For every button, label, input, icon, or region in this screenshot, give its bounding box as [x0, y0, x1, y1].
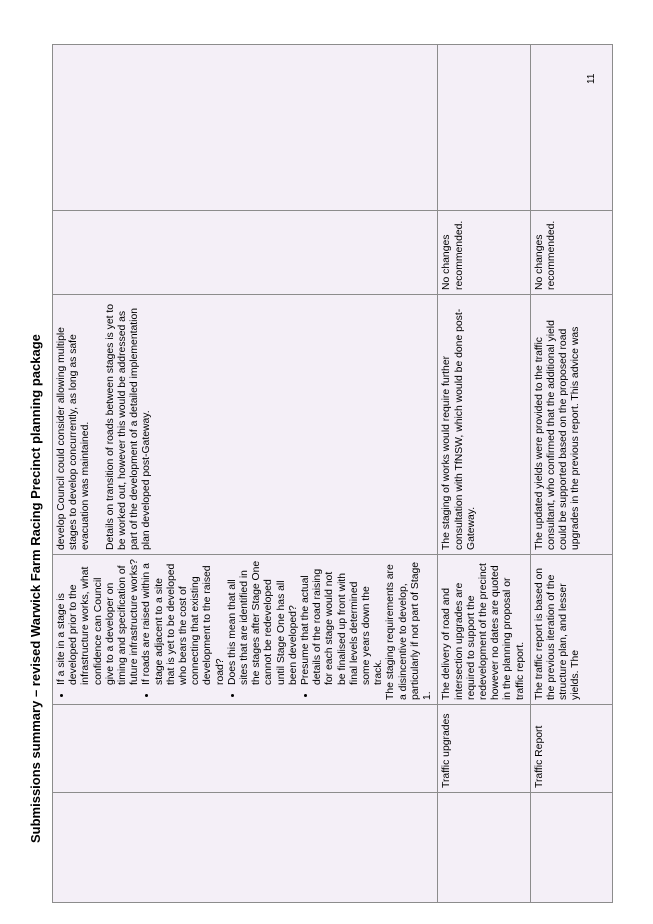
list-item: • Does this mean that all sites that are identified in the stages after Stage One cannot be redeveloped until Stage One has all been developed? [227, 559, 300, 685]
list-item: • If a site in a stage is developed prior to the infrastructure works, what confidence can Council give to a developer on timing and specification of future infrastructure works? [56, 559, 141, 685]
submission-cell [53, 555, 438, 705]
submission-closing: The staging requirements are a disincentive to develop, particularly if not part of Stage 1. [385, 561, 434, 700]
submission-cell: The delivery of road and intersection upgrades are required to support the redevelopment of the precinct however no dates are quoted in the planning proposal or traffic report. [438, 555, 530, 705]
recommendation-cell: No changes recommended. [438, 211, 530, 295]
list-item: • If roads are raised within a stage adjacent to a site that is yet to be developed who bears the cost of connecting that existing development to the raised road? [141, 559, 226, 685]
submitter-cell [530, 793, 612, 903]
response-paragraph: develop Council could consider allowing multiple stages to develop concurrently, as long as safe evacuation was maintained. [56, 327, 92, 550]
blank-cell [438, 45, 530, 211]
submission-bullet-list [56, 559, 385, 700]
submitter-cell [53, 793, 438, 903]
response-cell: The updated yields were provided to the traffic consultant, who confirmed that the additional yield could be supported based on the proposed road upgrades in the previous report. This advice was [530, 295, 612, 555]
page-number: 11 [586, 73, 597, 84]
recommendation-cell: No changes recommended. [530, 211, 612, 295]
issue-cell [53, 705, 438, 793]
blank-cell [530, 45, 612, 211]
blank-cell [53, 45, 438, 211]
list-item: • Presume that the actual details of the road raising for each stage would not be finalised up front with final levels determined some years down the track. [300, 559, 385, 685]
submissions-table [52, 44, 613, 903]
submitter-cell [438, 793, 530, 903]
table-row [530, 45, 612, 903]
page-title: Submissions summary – revised Warwick Farm Racing Precinct planning package [28, 334, 43, 843]
table-row [438, 45, 530, 903]
submission-cell: The traffic report is based on the previous iteration of the structure plan, and lesser yields. The [530, 555, 612, 705]
table-row [53, 45, 438, 903]
response-paragraph: Details on transition of roads between stages is yet to be worked out, however this would be addressed as part of the development of a detailed implementation plan developed post-Gateway. [104, 303, 153, 550]
recommendation-cell [53, 211, 438, 295]
issue-cell: Traffic upgrades [438, 705, 530, 793]
response-cell [53, 295, 438, 555]
response-cell: The staging of works would require further consultation with TfNSW, which would be done post-Gateway. [438, 295, 530, 555]
issue-cell: Traffic Report [530, 705, 612, 793]
